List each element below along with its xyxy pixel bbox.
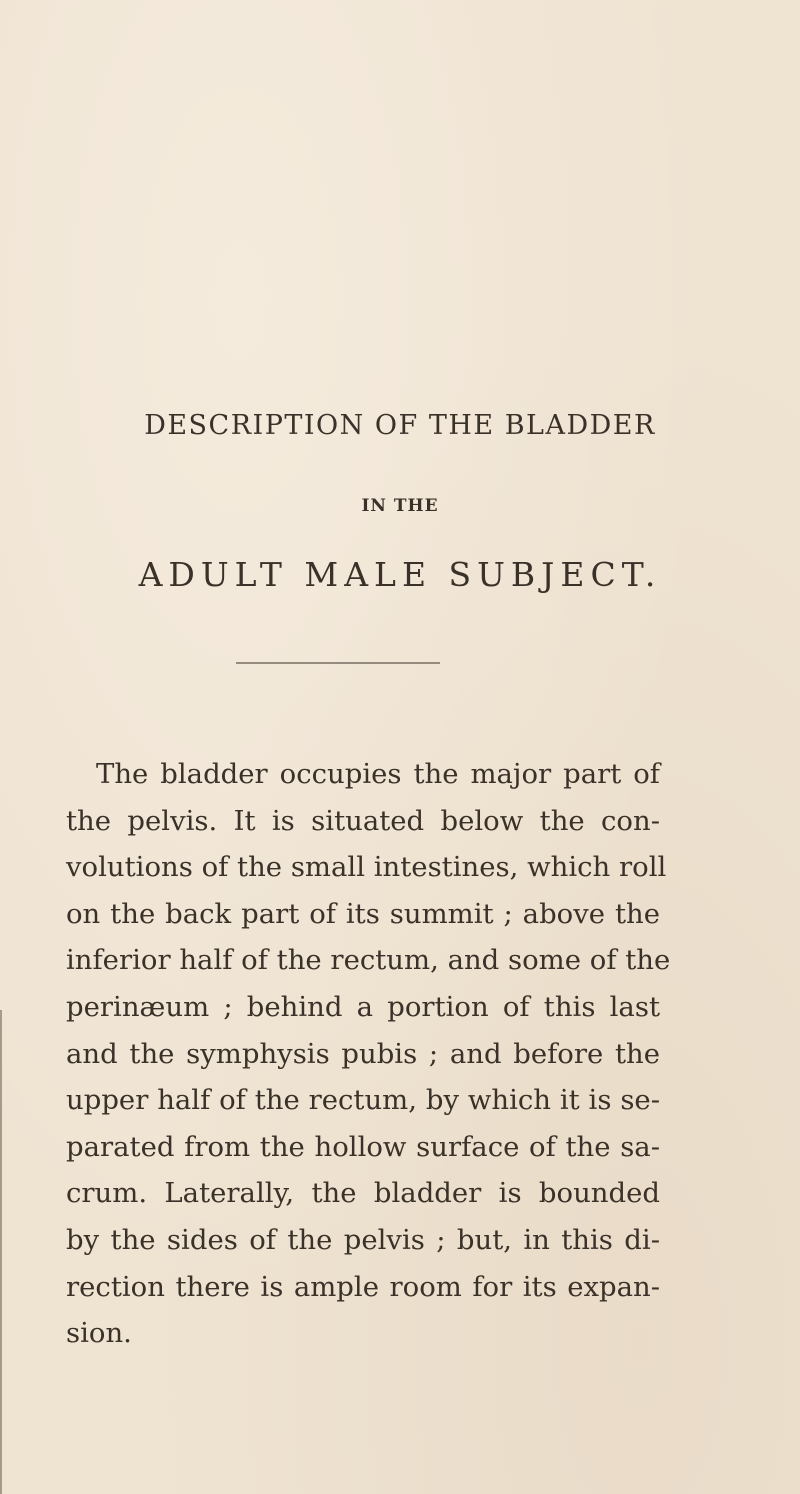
paragraph-line: rection there is ample room for its expan- bbox=[66, 1270, 660, 1303]
paragraph-line: the pelvis. It is situated below the con- bbox=[66, 804, 660, 837]
page-subtitle: IN THE bbox=[361, 496, 439, 516]
paragraph-line: by the sides of the pelvis ; but, in this di- bbox=[66, 1223, 660, 1256]
page-edge bbox=[0, 1010, 2, 1494]
paragraph-line: and the symphysis pubis ; and before the bbox=[66, 1037, 660, 1070]
paragraph-line: perinæum ; behind a portion of this last bbox=[66, 990, 660, 1023]
paragraph-line: crum. Laterally, the bladder is bounded bbox=[66, 1177, 660, 1210]
paragraph-line: on the back part of its summit ; above the bbox=[66, 897, 660, 930]
section-divider bbox=[236, 662, 440, 664]
paragraph-line: parated from the hollow surface of the sa- bbox=[66, 1130, 660, 1163]
page-heading: ADULT MALE SUBJECT. bbox=[138, 555, 662, 594]
page-title: DESCRIPTION OF THE BLADDER bbox=[144, 410, 656, 441]
paragraph-line: sion. bbox=[66, 1317, 132, 1350]
paragraph-line: volutions of the small intestines, which roll bbox=[66, 851, 667, 884]
paragraph-line: The bladder occupies the major part of bbox=[96, 758, 660, 790]
body-paragraph bbox=[66, 751, 671, 1357]
paragraph-line: inferior half of the rectum, and some of the bbox=[66, 944, 671, 977]
paragraph-line: upper half of the rectum, by which it is se- bbox=[66, 1084, 660, 1117]
